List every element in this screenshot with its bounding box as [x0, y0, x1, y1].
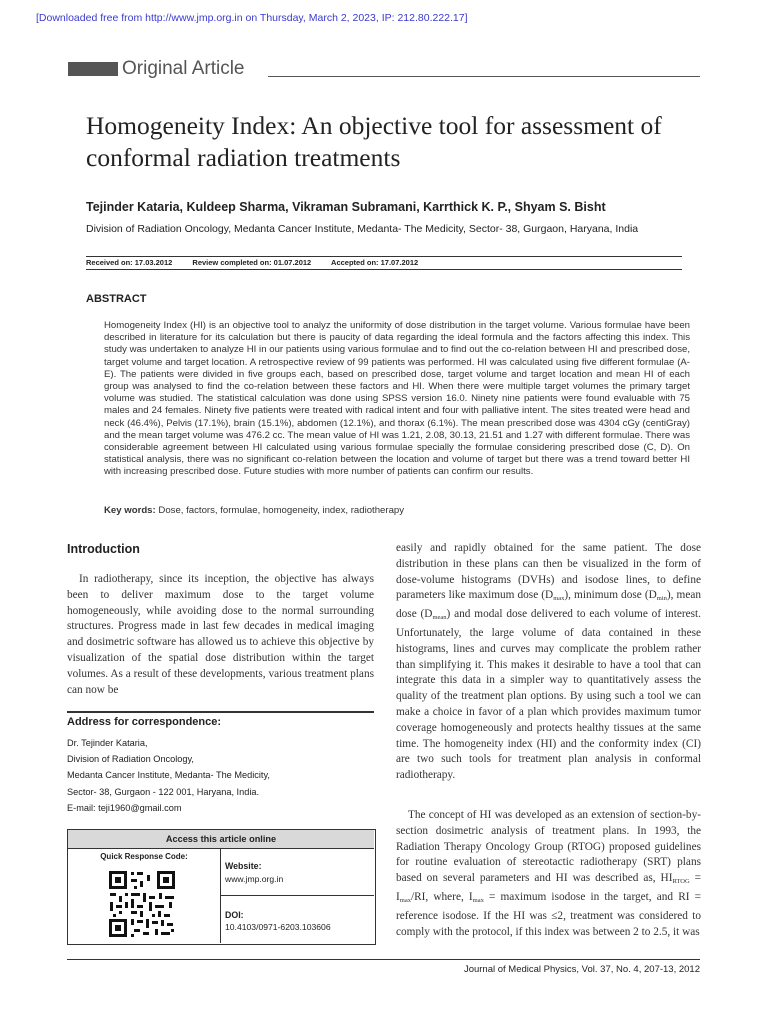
section-label: Original Article [122, 58, 245, 79]
column2-paragraph-2: The concept of HI was developed as an extension of section-by-section dosimetric analysis of treatment plans. In 1993, the Radiation Therapy Oncology Group (RTOG) proposed guidelines for routine evaluation of stereotactic radiotherapy (SRT) plans based on several parameters and HI was described as, $HI_{RTOG} = I_{max}/RI$, where, $I_{max}$ = maximum isodose in the target, and RI = reference isodose. If the HI was ≤2, treatment was considered to comply with the protocol, if this index was between 2 to 2.5, it was [396, 809, 701, 938]
doi-label: DOI: [225, 910, 244, 920]
website-label: Website: [225, 861, 262, 871]
authors: Tejinder Kataria, Kuldeep Sharma, Vikraman Subramani, Karrthick K. P., Shyam S. Bisht [86, 200, 606, 214]
keywords-label: Key words: [104, 505, 156, 516]
received-date: Received on: 17.03.2012 [86, 258, 173, 267]
dates-bottom-rule [86, 269, 682, 270]
section-rule [268, 76, 700, 77]
dates-top-rule [86, 256, 682, 257]
intro-heading: Introduction [67, 542, 140, 556]
abstract-heading: ABSTRACT [86, 293, 147, 305]
address-block [67, 735, 270, 816]
address-line: Division of Radiation Oncology, [67, 754, 194, 765]
qr-code-icon[interactable] [107, 869, 177, 939]
footer-rule [67, 959, 700, 960]
qr-label: Quick Response Code: [100, 852, 188, 861]
address-email[interactable]: E-mail: teji1960@gmail.com [67, 802, 182, 813]
access-box-divider [220, 895, 374, 896]
website-link[interactable]: www.jmp.org.in [225, 874, 284, 884]
address-line: Dr. Tejinder Kataria, [67, 738, 148, 748]
address-line: Medanta Cancer Institute, Medanta- The Medicity, [67, 770, 270, 781]
address-heading: Address for correspondence: [67, 716, 222, 728]
doi-link[interactable]: 10.4103/0971-6203.103606 [225, 922, 331, 932]
keywords-text: Dose, factors, formulae, homogeneity, index, radiotherapy [158, 505, 405, 516]
journal-footer: Journal of Medical Physics, Vol. 37, No. 4, 207-13, 2012 [463, 964, 700, 975]
dates-line [86, 258, 436, 267]
section-marker [68, 62, 118, 76]
address-rule [67, 711, 374, 713]
article-title: Homogeneity Index: An objective tool for assessment of conformal radiation treatments [86, 111, 662, 172]
abstract-text: Homogeneity Index (HI) is an objective tool to analyz the uniformity of dose distribution in the target volume. Various formulae have been described in literature for its calculation but there is paucity of data regarding the ideal formula and the factors affecting this index. This study was undertaken to analyze HI in our patients using various formulae and to find out the co-relation between HI and prescribed dose, target volume and target location. A retrospective review of 99 patients was performed. HI was calculated using five different formulae (A-E). The patients were divided in five groups each, based on prescribed dose, target volume and target location and mean HI of each group was analysed to find the co-relation between these factors and HI. When there were multiple target volumes the primary target volume was studied. The statistical calculation was done using SPSS version 16.0. Ninety nine patients were found evaluable with 75 males and 24 females. Ninety five patients were treated with radical intent and four with palliative intent. The sites treated were head and neck (46.4%), Pelvis (17.1%), brain (15.1%), abdomen (12.1%), and thorax (6.1%). The mean prescribed dose was 4304 cGy (centiGray) and the mean target volume was 476.2 cc. The mean value of HI was 1.21, 2.08, 30.13, 21.51 and 1.27 with different formulae. There was considerable agreement between HI calculated using various formulae specially the formulae considering prescribed dose (C, D). On statistical analysis, there was no significant co-relation between the location and volume of target but there was a trend toward better HI with increasing prescribed dose. Future studies with more number of patients can confirm our results. [104, 320, 690, 478]
review-date: Review completed on: 01.07.2012 [192, 258, 312, 267]
affiliation: Division of Radiation Oncology, Medanta Cancer Institute, Medanta- The Medicity, Sector- 38, Gurgaon, Haryana, India [86, 223, 639, 235]
intro-paragraph-1: In radiotherapy, since its inception, the objective has always been to deliver maximum dose to the target volume homogeneously, while avoiding dose to the normal surrounding structures. Progress made in last few decades in medical imaging and dosimetric software has allowed us to achieve this objective by visualization of the spatial dose distribution within the target volumes. As a result of these developments, various treatment plans can now be [67, 573, 374, 696]
accepted-date: Accepted on: 17.07.2012 [331, 258, 419, 267]
address-line: Sector- 38, Gurgaon - 122 001, Haryana, India. [67, 786, 260, 797]
download-note: [Downloaded free from http://www.jmp.org.in on Thursday, March 2, 2023, IP: 212.80.222.17] [36, 12, 468, 24]
column2-paragraph-1: easily and rapidly obtained for the same patient. The dose distribution in these plans can then be visualized in the form of dose-volume histograms (DVHs) and isodose lines, to define parameters like maximum dose $(D_{max})$, minimum dose $(D_{min})$, mean dose $(D_{mean})$ and modal dose delivered to each volume of interest. Unfortunately, the large volume of data contained in these histograms, lines and curves may complicate the problem rather than simplifying it. This makes it desirable to have a tool that can integrate this data in a simpler way to quantitatively assess the quality of the treatment plan options. By using such a tool we can make a choice in favor of a plan which provides maximum tumor coverage homogeneously and protects healthy tissues at the same time. The homogeneity index (HI) and the conformity index (CI) are two such tools for treatment plan analysis in conformal radiotherapy. [396, 542, 702, 782]
access-box-heading: Access this article online [68, 830, 374, 848]
keywords [104, 505, 404, 516]
